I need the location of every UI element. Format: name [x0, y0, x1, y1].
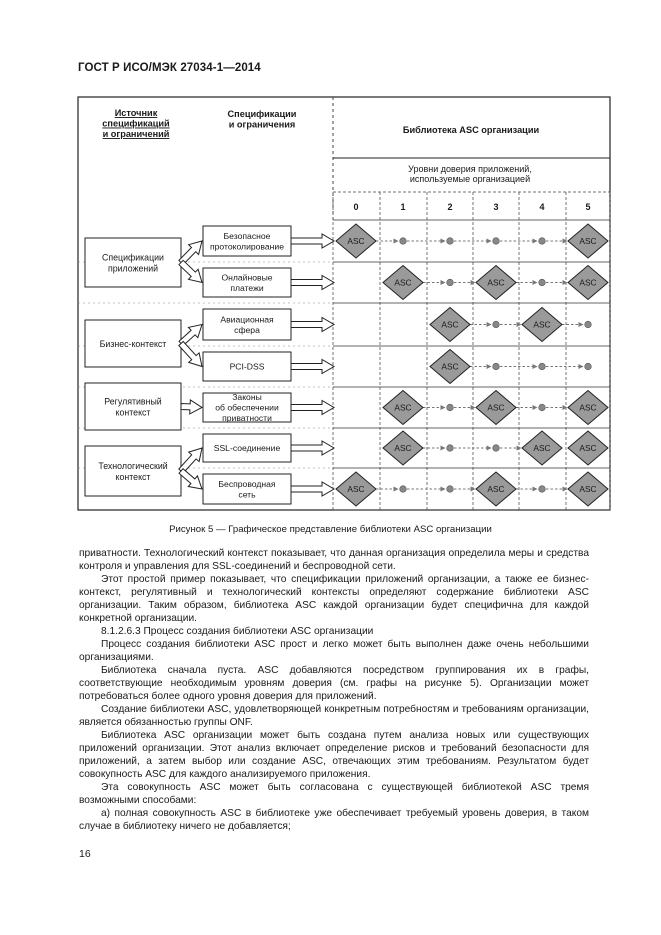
level-dot [585, 363, 592, 370]
paragraph: Эта совокупность ASC может быть согласована с существующей библиотекой ASC тремя возможными способами: [79, 782, 589, 806]
level-dot [493, 238, 500, 245]
levels-title: Уровни доверия приложений, [408, 164, 532, 174]
source-label: приложений [107, 263, 159, 274]
level-dot [493, 445, 500, 452]
paragraph: а) полная совокупность ASC в библиотеке уже обеспечивает требуемый уровень доверия, в таком случае в библиотеку ничего не добавляется; [79, 808, 589, 832]
spec-label: Онлайновые [221, 272, 273, 283]
spec-label: SSL-соединение [213, 443, 281, 454]
asc-label: ASC [394, 402, 412, 413]
spec-label: Безопасное [223, 230, 271, 241]
level-dot [447, 486, 454, 493]
level-dot [447, 238, 454, 245]
paragraph: 8.1.2.6.3 Процесс создания библиотеки ASC организации [101, 626, 374, 637]
page-number: 16 [79, 848, 91, 860]
level-dot [493, 321, 500, 328]
level-dot [400, 486, 407, 493]
asc-label: ASC [394, 277, 412, 288]
asc-label: ASC [487, 277, 505, 288]
paragraph: Библиотека ASC организации может быть создана путем анализа новых или существующих приложений организации. Этот анализ включает определение рисков и требований безопасности для приложений, а затем выбор или создание ASC, отвечающих этим требованиям. Результатом будет совокупность ASC для каждого анализируемого приложения. [79, 730, 589, 780]
source-to-spec-arrow [181, 400, 202, 414]
library-title: Библиотека ASC организации [402, 125, 540, 135]
asc-label: ASC [487, 484, 505, 495]
spec-label: приватности [222, 413, 272, 424]
level-number: 4 [539, 202, 545, 212]
source-label: контекст [115, 472, 151, 482]
level-dot [539, 404, 546, 411]
asc-label: ASC [487, 402, 505, 413]
asc-label: ASC [441, 319, 459, 330]
source-to-spec-arrow [179, 469, 202, 489]
spec-label: платежи [230, 282, 264, 293]
spec-label: Беспроводная [218, 478, 276, 489]
spec-label: Авиационная [220, 314, 274, 325]
level-dot [493, 363, 500, 370]
asc-label: ASC [394, 443, 412, 454]
source-header: Источник [114, 108, 158, 118]
asc-label: ASC [347, 484, 365, 495]
spec-to-library-arrow [291, 441, 334, 455]
source-label: Бизнес-контекст [99, 339, 167, 349]
asc-label: ASC [347, 236, 365, 247]
asc-label: ASC [579, 443, 597, 454]
paragraph: Этот простой пример показывает, что спецификации приложений организации, а также ее бизнес-контекст, регулятивный и технологический контексты определяют содержание библиотеки ASC организации. Таким образом, библиотека ASC каждой организации будет специфична для каждой конкретной организации. [79, 574, 589, 624]
spec-header: и ограничения [228, 119, 296, 130]
source-box [85, 238, 181, 287]
asc-label: ASC [579, 402, 597, 413]
paragraph: Библиотека сначала пуста. ASC добавляются посредством группирования их в графы, соответствующие необходимым уровням доверия (см. графы на рисунке 5). Организации может потребоваться более одного уровня доверия для приложений. [79, 665, 589, 702]
level-dot [539, 238, 546, 245]
spec-to-library-arrow [291, 234, 334, 248]
body-text [79, 547, 589, 833]
level-dot [539, 363, 546, 370]
document-header: ГОСТ Р ИСО/МЭК 27034-1—2014 [78, 62, 261, 74]
level-number: 0 [353, 202, 359, 212]
source-label: Спецификации [102, 252, 164, 263]
spec-to-library-arrow [291, 401, 334, 415]
source-to-spec-arrow [179, 260, 202, 282]
level-dot [539, 279, 546, 286]
asc-label: ASC [533, 319, 551, 330]
figure-caption: Рисунок 5 — Графическое представление библиотеки ASC организации [169, 524, 492, 535]
level-dot [585, 321, 592, 328]
level-number: 2 [447, 202, 453, 212]
asc-label: ASC [533, 443, 551, 454]
level-dot [447, 445, 454, 452]
level-dot [400, 238, 407, 245]
source-box [85, 446, 181, 496]
spec-label: сеть [238, 489, 256, 500]
source-box [85, 383, 181, 430]
asc-label: ASC [579, 277, 597, 288]
spec-to-library-arrow [291, 318, 334, 332]
source-header: и ограничений [102, 129, 170, 139]
source-label: контекст [115, 407, 151, 418]
paragraph: приватности. Технологический контекст показывает, что данная организация определила меры и средства контроля и управления для SSL-соединений и беспроводной сети. [79, 548, 589, 572]
level-number: 3 [493, 202, 499, 212]
spec-label: Законы [232, 392, 262, 403]
level-dot [447, 404, 454, 411]
spec-label: PCI-DSS [229, 361, 265, 372]
spec-to-library-arrow [291, 482, 334, 496]
levels-title: используемые организацией [409, 174, 531, 184]
spec-to-library-arrow [291, 276, 334, 290]
source-to-spec-arrow [179, 342, 202, 367]
level-dot [539, 486, 546, 493]
spec-label: протоколирование [209, 241, 285, 252]
source-label: Регулятивный [104, 396, 162, 407]
level-number: 5 [585, 202, 591, 212]
asc-label: ASC [441, 361, 459, 372]
paragraph: Процесс создания библиотеки ASC прост и легко может быть выполнен даже очень небольшими организациями. [79, 639, 589, 663]
spec-label: сфера [234, 324, 260, 335]
asc-label: ASC [579, 484, 597, 495]
source-label: Технологический [98, 461, 168, 471]
source-header: спецификаций [102, 118, 170, 129]
level-number: 1 [400, 202, 406, 212]
spec-header: Спецификации [227, 109, 297, 119]
spec-label: об обеспечении [215, 402, 279, 413]
level-dot [447, 279, 454, 286]
paragraph: Создание библиотеки ASC, удовлетворяющей конкретным потребностям и требованиям организации, является обязанностью группы ONF. [79, 704, 589, 728]
spec-to-library-arrow [291, 360, 334, 374]
asc-label: ASC [579, 236, 597, 247]
